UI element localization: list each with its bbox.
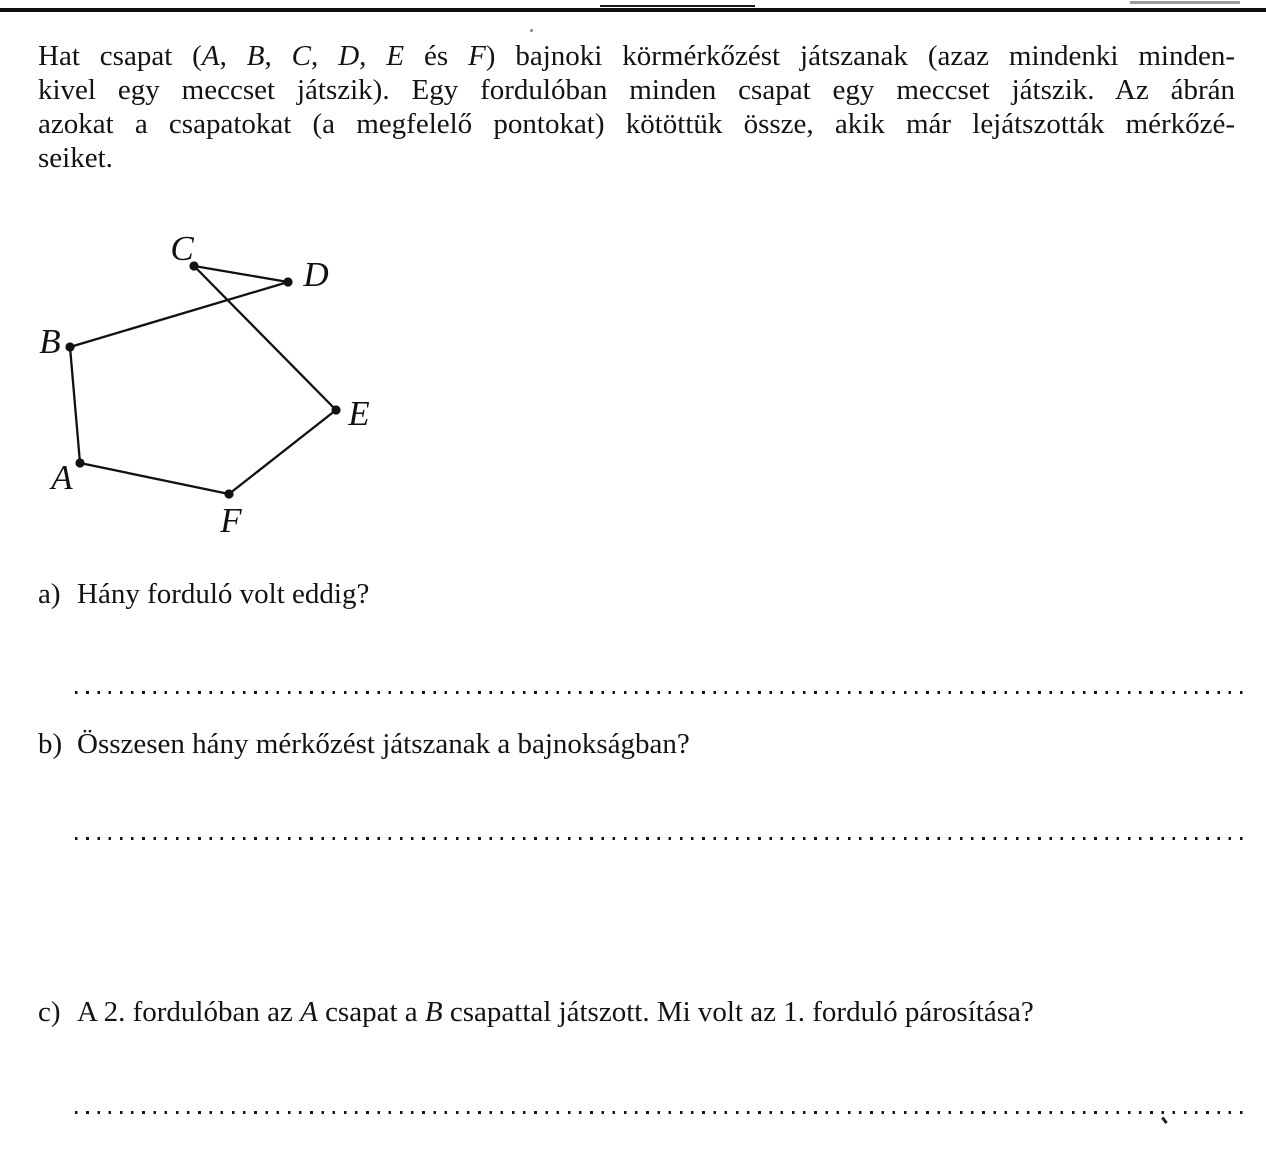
problem-statement (38, 39, 1235, 175)
statement-line-1: Hat csapat (A, B, C, D, E és F) bajnoki körmérkőzést játszanak (azaz mindenki minden- (38, 40, 1236, 72)
statement-line-4: seiket. (38, 142, 113, 174)
node-label-C: C (170, 230, 194, 268)
node-dot-A (75, 458, 84, 467)
node-label-F: F (220, 501, 242, 540)
question-b-label: b) (38, 728, 63, 760)
node-dot-E (331, 405, 340, 414)
question-a-text: Hány forduló volt eddig? (77, 578, 370, 610)
node-label-E: E (348, 394, 370, 433)
scan-artifact (600, 5, 755, 7)
statement-line-2: kivel egy meccset játszik). Egy fordulóban minden csapat egy meccset játszik. Az ábrán (38, 74, 1235, 106)
scan-artifact (1161, 1117, 1167, 1124)
page-top-rule (0, 8, 1266, 12)
answer-line-b[interactable] (75, 837, 1243, 840)
node-dot-D (283, 277, 292, 286)
edge-A-F (80, 463, 229, 494)
node-label-A: A (51, 458, 73, 497)
tournament-graph-figure (0, 230, 460, 560)
node-label-D: D (303, 255, 329, 294)
edge-B-D (70, 282, 288, 347)
edge-E-F (229, 410, 336, 494)
question-b-text: Összesen hány mérkőzést játszanak a bajnokságban? (77, 728, 690, 760)
scan-artifact (1130, 1, 1240, 4)
question-c-label: c) (38, 996, 61, 1028)
answer-line-c[interactable] (75, 1111, 1243, 1114)
question-a-label: a) (38, 578, 61, 610)
statement-line-3: azokat a csapatokat (a megfelelő pontokat) kötöttük össze, akik már lejátszották mérkőzé- (38, 108, 1235, 140)
scan-artifact (530, 29, 533, 32)
question-b (38, 727, 1243, 761)
question-a (38, 577, 1243, 611)
edge-A-B (70, 347, 80, 463)
node-dot-B (65, 342, 74, 351)
question-c-text: A 2. fordulóban az A csapat a B csapattal játszott. Mi volt az 1. forduló párosítása? (77, 996, 1034, 1028)
node-label-B: B (39, 322, 61, 361)
question-c (38, 995, 1243, 1029)
answer-line-a[interactable] (75, 691, 1243, 694)
node-dot-F (224, 489, 233, 498)
